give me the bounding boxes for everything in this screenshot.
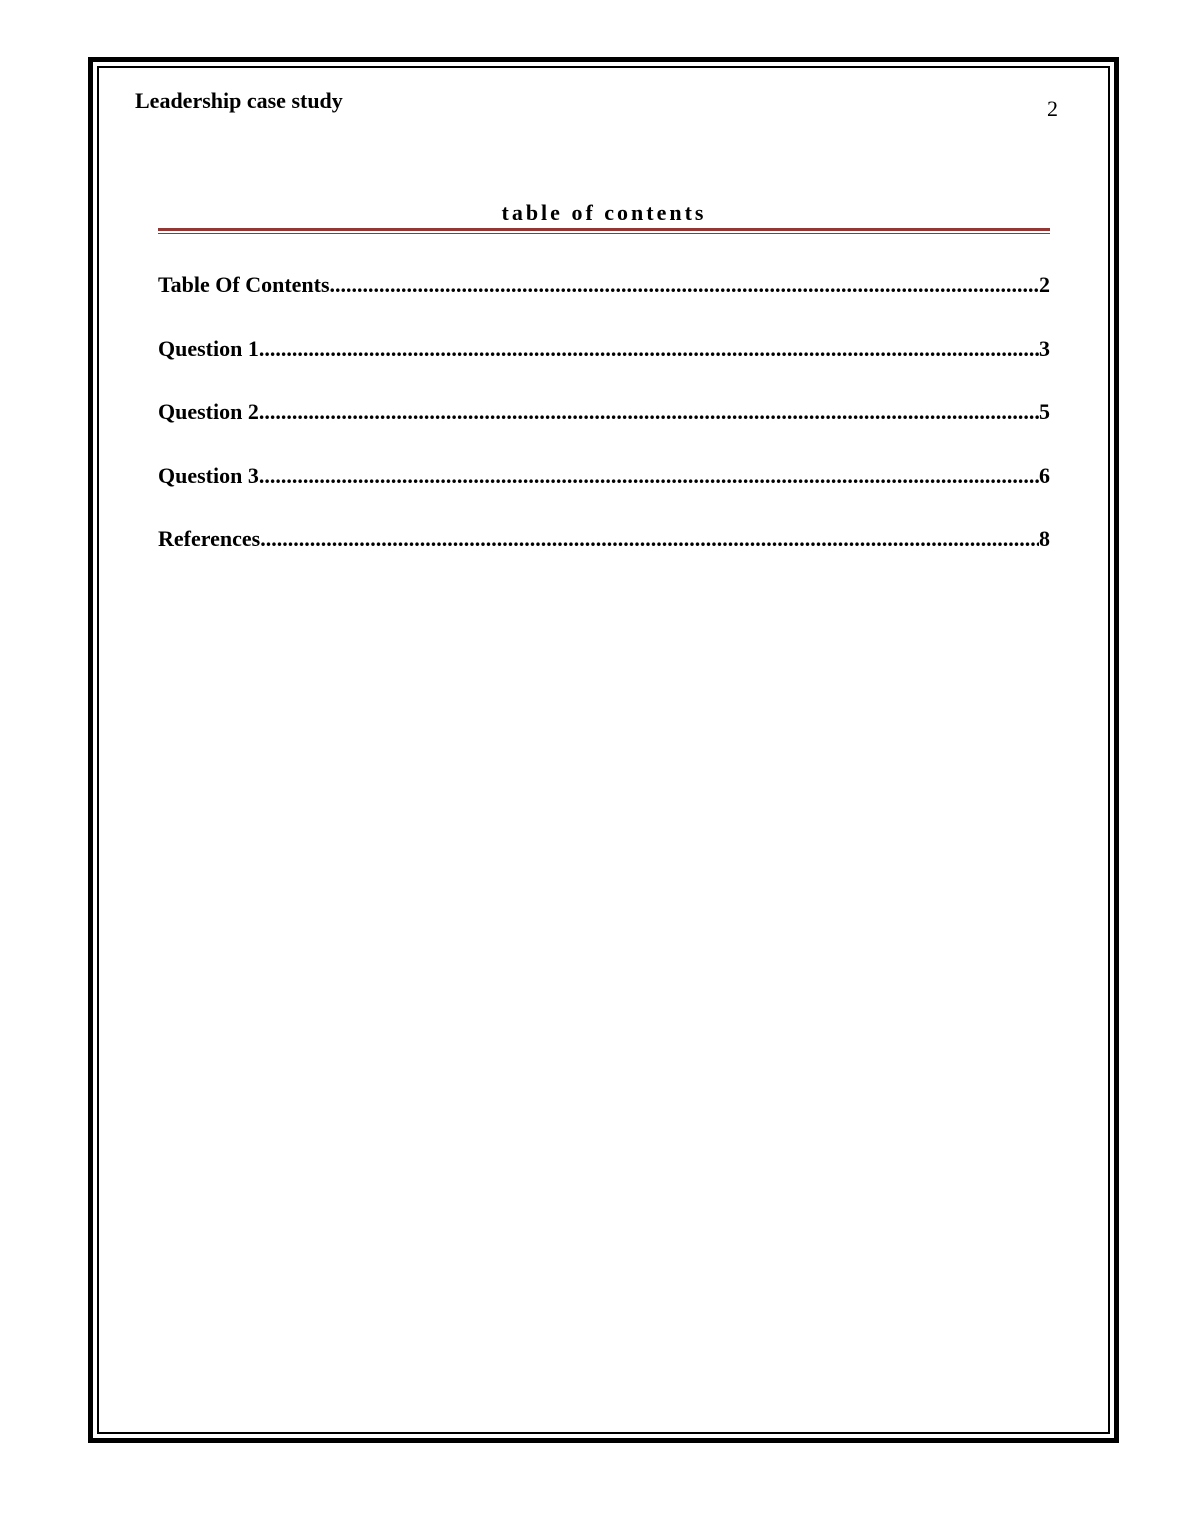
- toc-heading: table of contents: [501, 200, 707, 225]
- toc-entry-page: 5: [1039, 399, 1050, 424]
- toc-entry-label: Question 3: [158, 462, 259, 488]
- toc-entry-label: Table Of Contents: [158, 272, 330, 297]
- toc-entry-page: 2: [1039, 272, 1050, 297]
- toc-entry-question-3[interactable]: [158, 461, 1050, 525]
- toc-entry-question-2[interactable]: [158, 397, 1050, 461]
- toc-entry-label: Question 1: [158, 335, 259, 361]
- toc-entry-label: References: [158, 526, 261, 551]
- toc-heading-rule-thin: [158, 233, 1050, 234]
- toc-dot-leader: [259, 461, 1039, 491]
- toc-dot-leader: [330, 270, 1039, 300]
- toc-entry-question-1[interactable]: [158, 334, 1050, 398]
- toc-entry-page: 8: [1039, 526, 1050, 551]
- toc-heading-rule: [158, 228, 1050, 231]
- toc-entry-page: 3: [1039, 335, 1050, 361]
- page-number: 2: [1047, 96, 1058, 121]
- toc-entry-table-of-contents[interactable]: [158, 270, 1050, 334]
- toc-entry-references[interactable]: [158, 524, 1050, 588]
- toc-dot-leader: [259, 397, 1039, 427]
- toc-entry-label: Question 2: [158, 399, 259, 424]
- toc-list: [158, 270, 1050, 588]
- toc-dot-leader: [259, 334, 1039, 364]
- toc-dot-leader: [260, 524, 1039, 554]
- header-title: Leadership case study: [135, 88, 343, 113]
- toc-entry-page: 6: [1039, 462, 1050, 488]
